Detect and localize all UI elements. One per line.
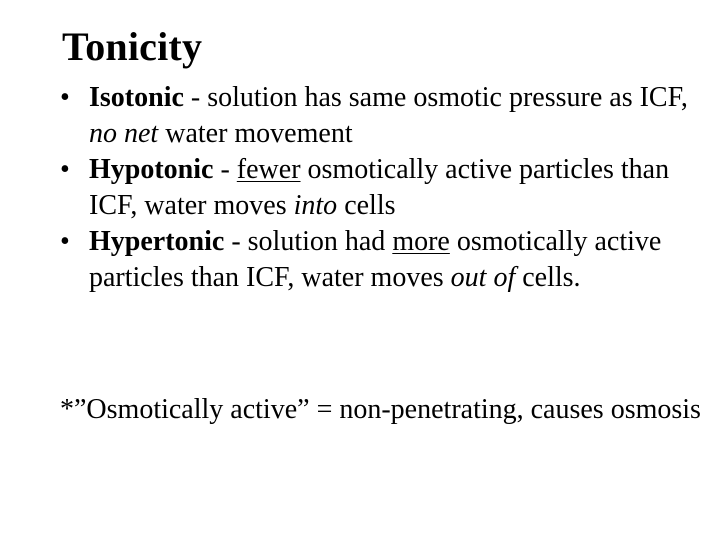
bullet-text: osmotically active particles than ICF, water moves: [89, 226, 662, 293]
bullet-text: - solution has same osmotic pressure as ICF,: [183, 82, 688, 113]
underlined-text: fewer: [236, 154, 301, 185]
emphasis-text: out of: [450, 262, 516, 293]
bullet-icon: •: [60, 226, 70, 257]
term-hypotonic: Hypotonic: [89, 154, 214, 185]
term-hypertonic: Hypertonic: [89, 226, 225, 257]
bullet-text: cells.: [515, 262, 581, 293]
bullet-icon: •: [60, 82, 70, 113]
bullet-text: cells: [337, 190, 396, 221]
bullet-text: -: [213, 154, 237, 185]
underlined-text: more: [392, 226, 450, 257]
bullet-isotonic: [60, 80, 710, 152]
term-isotonic: Isotonic: [89, 82, 184, 113]
emphasis-text: into: [293, 190, 338, 221]
bullet-list: [60, 80, 710, 296]
emphasis-text: no net: [89, 118, 159, 149]
bullet-text: - solution had: [224, 226, 393, 257]
slide-title: Tonicity: [62, 24, 203, 69]
bullet-hypertonic: [60, 224, 710, 296]
bullet-text: water movement: [158, 118, 353, 149]
bullet-icon: •: [60, 154, 70, 185]
bullet-text: osmotically active particles than ICF, water moves: [89, 154, 670, 221]
footnote: *”Osmotically active” = non-penetrating, causes osmosis: [60, 394, 701, 425]
bullet-hypotonic: [60, 152, 710, 224]
